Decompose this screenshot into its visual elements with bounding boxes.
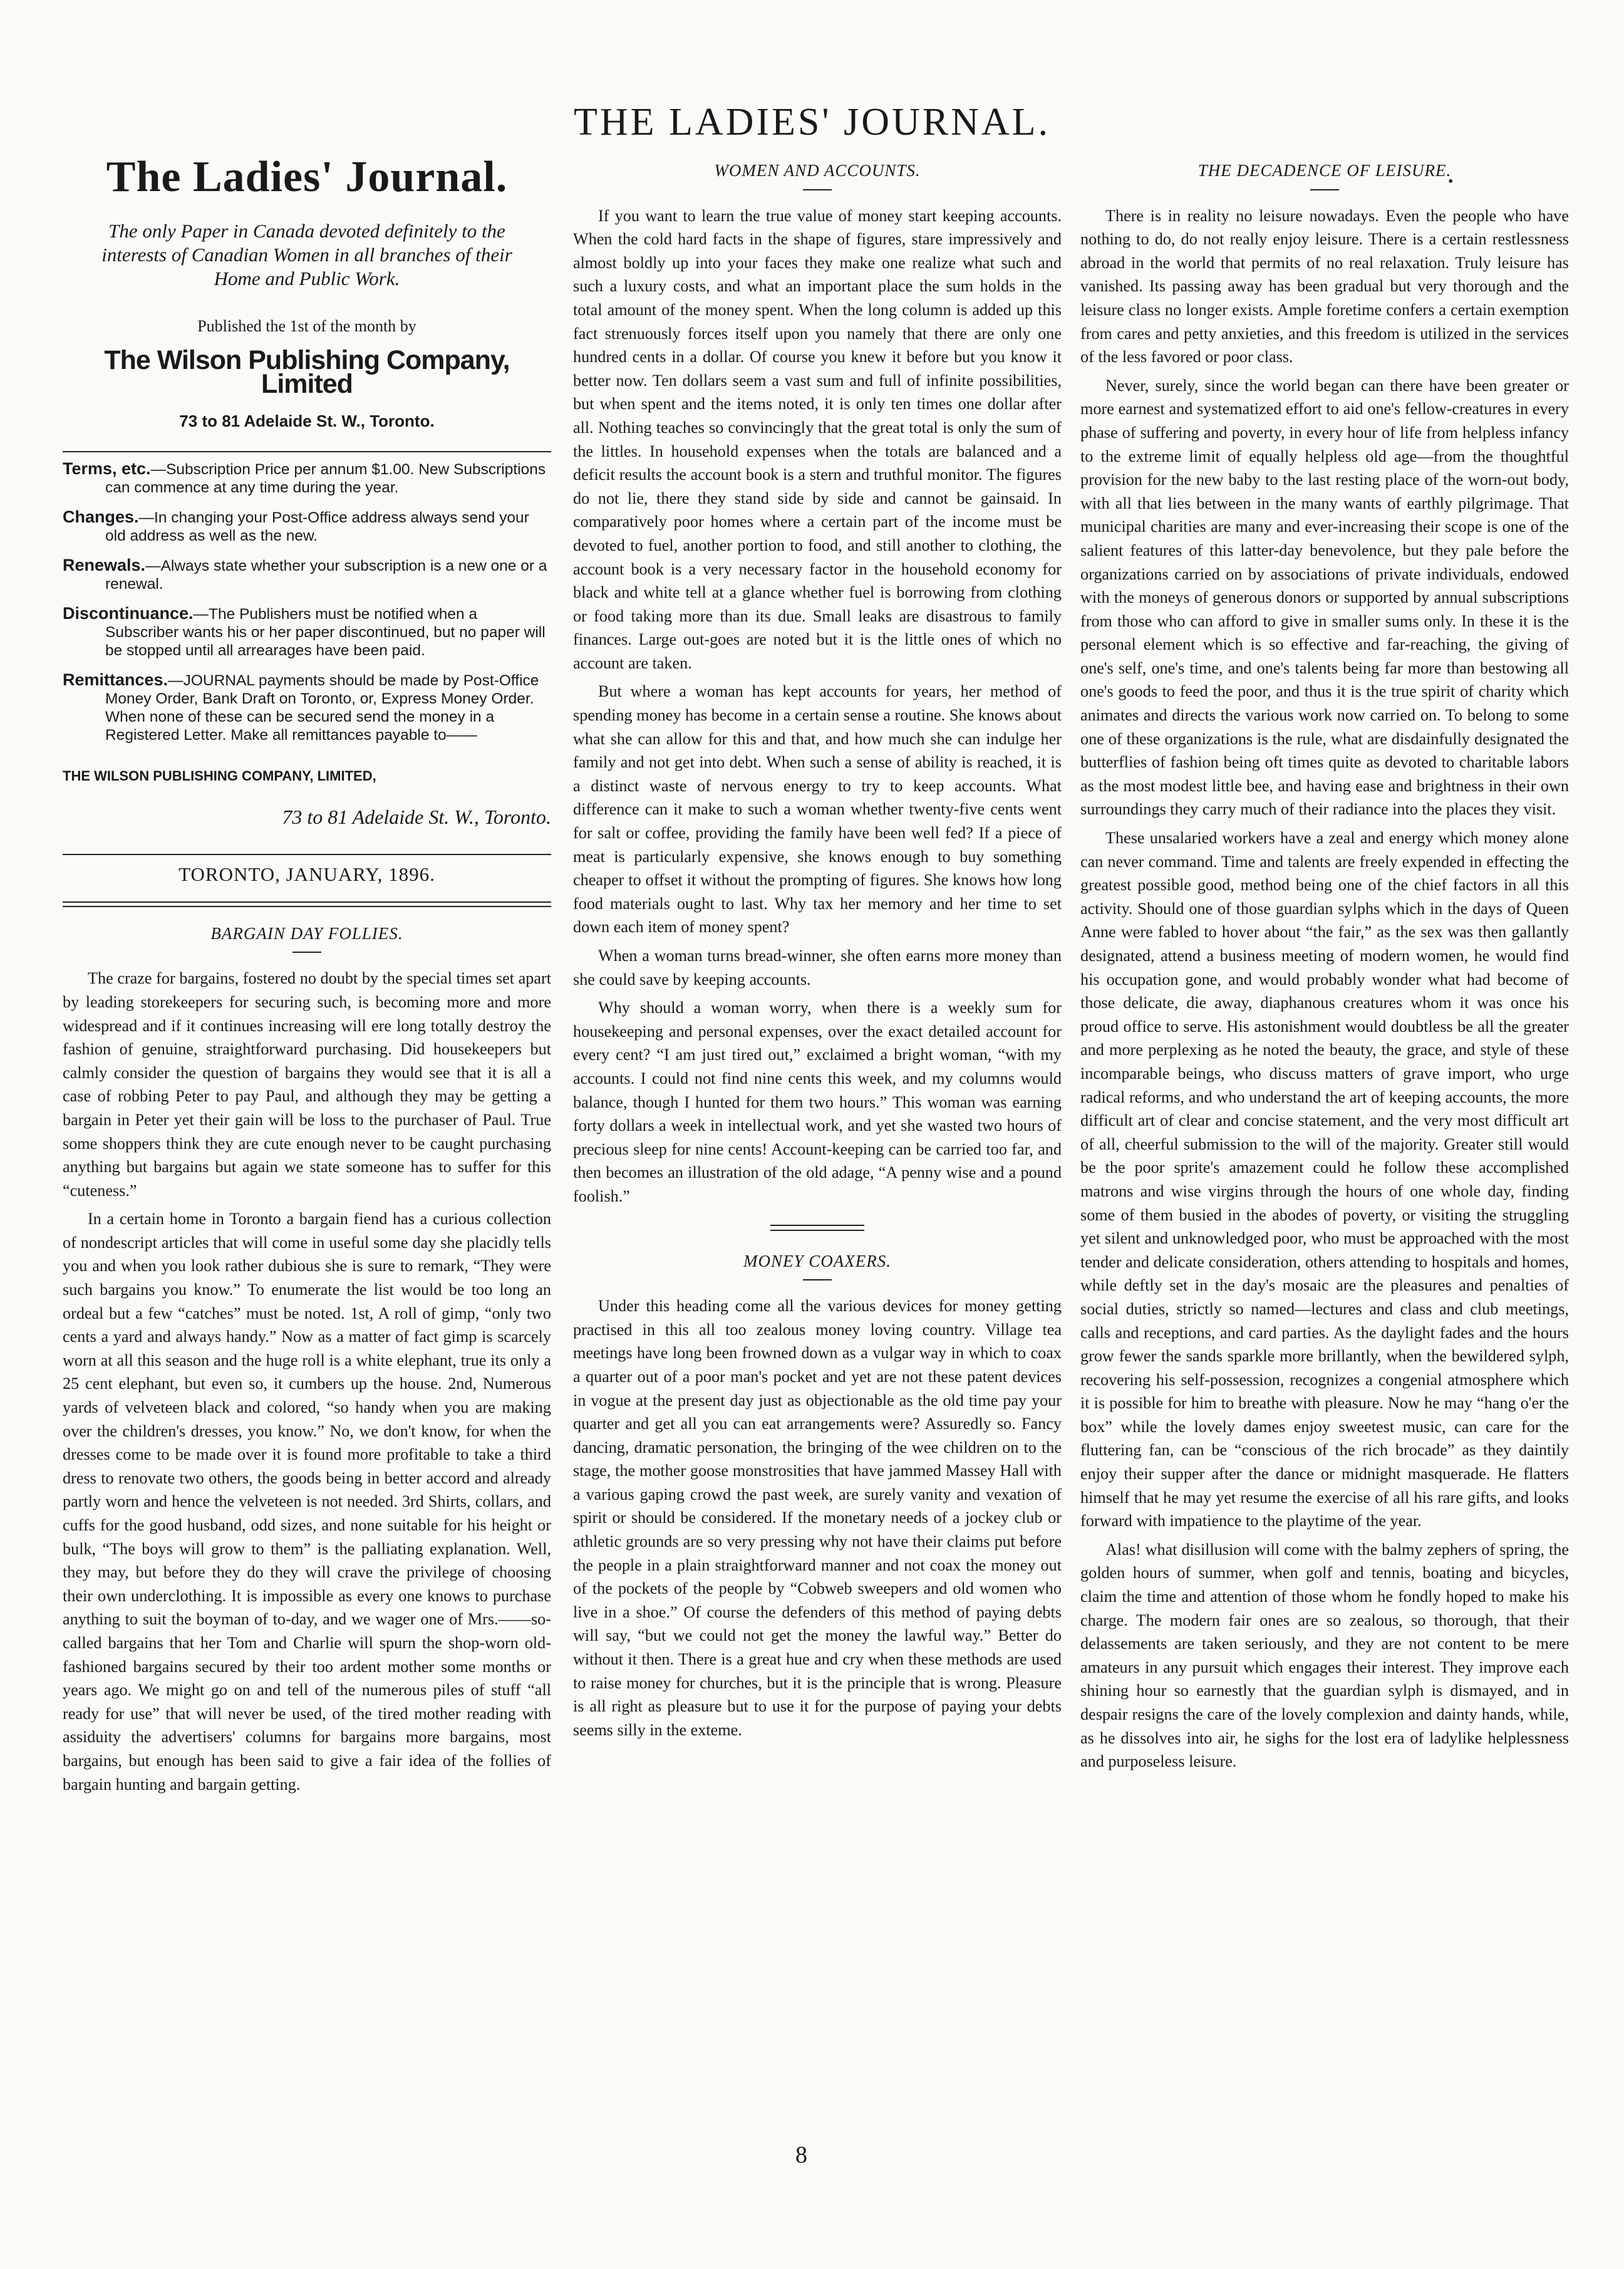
article-title-accounts: WOMEN AND ACCOUNTS. [714,161,921,180]
address-italic: 73 to 81 Adelaide St. W., Toronto. [282,805,551,828]
paragraph: When a woman turns bread-winner, she often earns more money than she could save by keeping accounts. [573,947,1062,989]
running-head: THE LADIES' JOURNAL. [573,101,1051,143]
masthead-tagline: The only Paper in Canada devoted definitely to the interests of Canadian Women in all branches of their Home and Public Work. [101,219,512,289]
notice-terms: Terms, etc.—Subscription Price per annum $1.00. New Subscriptions can commence at any time during the year. [63,459,546,496]
paragraph: Why should a woman worry, when there is a weekly sum for housekeeping and personal expenses, over the exact detailed account for every cent? “I am just tired out,” exclaimed a bright woman, “with my accounts. I could not find nine cents this week, and my columns would balance, though I hunted for them two hours.” This woman was earning forty dollars a week in intellectual work, and yet she wasted two hours of precious sleep for nine cents! Account-keeping can be carried too far, and then becomes an illustration of the old adage, “A penny wise and a pound foolish.” [573,999,1062,1205]
column-left [63,153,551,1801]
paragraph: Under this heading come all the various devices for money getting practised in this all too zealous money loving country. Village tea meetings have long been frowned down as a vulgar way in which to coax a quarter out of a poor man's pocket and yet are not these patent devices in vogue at the present day just as objectionable as the old time pay your quarter and get all you can eat arrangements were? Assuredly so. Fancy dancing, dramatic personation, the bringing of the wee children on to the stage, the mother goose monstrosities that have jammed Massey Hall with a various gaping crowd the past week, are surely vanity and vexation of spirit or should be considered. If the monetary needs of a jockey club or athletic grounds are so very pressing why not have their claims put before the people in a plain straightforward manner and not coax the money out of the pockets of the people by “Cobweb sweepers and old women who live in a shoe.” Of course the defenders of this method of paying debts will say, “but we could not get the money the lawful way.” Better do without it then. There is a great hue and cry when these methods are used to raise money for churches, but it is the principle that is wrong. Pleasure is all right as pleasure but to use it for the purpose of paying your debts seems silly in the exteme. [573,1297,1062,1739]
title-dash [1310,189,1339,190]
article-title-bargain: BARGAIN DAY FOLLIES. [210,923,403,943]
notice-remittances: Remittances.—JOURNAL payments should be made by Post-Office Money Order, Bank Draft on Toronto, or, Express Money Order. When none of these can be secured send the money in a Registered Letter. Make all remittances payable to—— [63,670,539,744]
notice-changes: Changes.—In changing your Post-Office address always send your old address as well as the new. [63,507,529,544]
publisher-name: The Wilson Publishing Company, Limited [104,345,510,399]
ornament-dot: • [1448,174,1454,190]
double-rule [63,901,551,907]
page-number: 8 [795,2142,807,2168]
paragraph: If you want to learn the true value of money start keeping accounts. When the cold hard facts in the shape of figures, stare impressively and almost boldly up into your faces they make one realize what such and such a luxury costs, and what an important place the sum holds in the total amount of the money spent. When the long column is added up this fact strenuously forces itself upon you namely that there are only one hundred cents in a dollar. Of course you knew it before but you know it better now. Ten dollars seem a vast sum and full of infinite possibilities, but when spent and the items noted, it is only ten times one dollar after all. Nothing teaches so convincingly that the great total is only the sum of the littles. In household expenses when the totals are balanced and a deficit results the account book is a stern and truthful monitor. The figures do not lie, there they stand side by side and cannot be gainsaid. In comparatively poor homes where a certain part of the income must be devoted to fuel, another portion to food, and still another to clothing, the account book is a very necessary factor in the household economy for black and white tell at a glance whether fuel is borrowing from clothing or food taking more than its due. Small leaks are disastrous to family finances. Large out-goes are noted but it is the little ones of which no account are taken. [573,206,1062,672]
divider [63,451,551,452]
column-middle [573,157,1062,1747]
section-divider [770,1225,864,1231]
paragraph: There is in reality no leisure nowadays. Even the people who have nothing to do, do not really enjoy leisure. There is a certain restlessness abroad in the world that permits of no real relaxation. Truly leisure has vanished. Its passing away has been gradual but very thorough and the leisure class no longer exists. Ample foretime confers a certain exemption from cares and petty anxieties, and this freedom is utilized in the services of the less favored or poor class. [1080,206,1569,366]
title-dash [803,189,832,190]
paragraph: Alas! what disillusion will come with the balmy zephers of spring, the golden hours of summer, when golf and tennis, boating and bicycles, claim the time and attention of those whom he fondly hoped to make his charge. The modern fair ones are so zealous, so thorough, that their delassements are taken seriously, and they are not content to be mere amateurs in any pursuit which engages their interest. They improve each shining hour so earnestly that the guardian sylph is dismayed, and in despair resigns the care of the lovely complexion and dainty hands, while, as he dissolves into air, he sighs for the lost era of ladylike helplessness and purposeless leisure. [1080,1540,1569,1771]
column-right [1080,157,1569,1778]
paragraph: The craze for bargains, fostered no doubt by the special times set apart by leading storekeepers for securing such, is becoming more and more widespread and if it continues increasing will ere long totally destroy the fashion of genuine, straightforward purchasing. Did housekeepers but calmly consider the question of bargains they would see that it is all a case of robbing Peter to pay Paul, and although they may be getting a bargain in Peter yet their gain will be loss to the purchaser of Paul. True some shoppers think they are cute enough never to be caught purchasing anything but bargains but again we state someone has to suffer for this “cuteness.” [63,969,551,1200]
notice-renewals: Renewals.—Always state whether your subscription is a new one or a renewal. [63,555,547,593]
title-dash [803,1279,832,1280]
article-title-leisure: THE DECADENCE OF LEISURE. [1197,161,1452,180]
notice-discontinuance: Discontinuance.—The Publishers must be notified when a Subscriber wants his or her paper discontinued, but no paper will be stopped until all arrearages have been paid. [63,603,546,659]
publisher-address: 73 to 81 Adelaide St. W., Toronto. [179,412,435,431]
dateline: TORONTO, JANUARY, 1896. [178,863,435,886]
published-line: Published the 1st of the month by [197,316,416,335]
paragraph: In a certain home in Toronto a bargain fiend has a curious collection of nondescript articles that will come in useful some day she placidly tells you and when you look rather dubious she is sure to remark, “They were such bargains you know.” To enumerate the list would be too long an ordeal but a few “catches” must be noted. 1st, A roll of gimp, “only two cents a yard and always handy.” Now as a matter of fact gimp is scarcely worn at all this season and the huge roll is a white elephant, true its only a 25 cent elephant, but even so, it cumbers up the house. 2nd, Numerous yards of velveteen black and colored, “so handy when you are making over the children's dresses, you know.” No, we don't know, for when the dresses come to be made over it is found more profitable to take a third dress to renovate two others, the goods being in better accord and already partly worn and hence the velveteen is not needed. 3rd Shirts, collars, and cuffs for the good husband, odd sizes, and none suitable for his height or bulk, “The boys will grow to them” is the palliating explanation. Well, they may, but before they do they will crave the privilege of choosing their own underclothing. It is impossible as every one knows to purchase anything to suit the boyman of to-day, and we wager one of Mrs.——so-called bargains that her Tom and Charlie will spurn the shop-worn old-fashioned bargains secured by their too ardent mother some months or years ago. We might go on and tell of the numerous piles of stuff “all ready for use” that will never be used, of the tired mother reading with assiduity the advertisers' columns for bargains more bargains, most bargains, but enough has been said to give a fair idea of the follies of bargain hunting and bargain getting. [63,1210,551,1794]
divider [63,854,551,855]
paragraph: These unsalaried workers have a zeal and energy which money alone can never command. Time and talents are freely expended in effecting the greatest possible good, method being one of the chief factors in all this activity. Should one of those guardian sylphs which in the days of Queen Anne were fabled to hover about “the fair,” as the sex was then gallantly designated, attend a business meeting of modern women, he would find his occupation gone, and would probably wonder what had become of those delicate, die away, diaphanous creatures whom it was once his proud office to serve. His astonishment would doubtless be all the greater and more perplexing as he noted the beauty, the grace, and style of these incomparable beings, who discuss matters of grave import, who urge radical reforms, and who understand the art of keeping accounts, the more difficult art of clear and concise statement, and the very most difficult art of all, cheerful submission to the will of the majority. Greater still would be the poor sprite's amazement could he follow these accomplished matrons and wise virgins through the hours of one whole day, finding some of them busied in the abodes of poverty, or visiting the struggling yet silent and unknowledged poor, who must be approached with the most tender and delicate consideration, others attending to hospitals and homes, while deftly set in the day's mosaic are the pleasures and penalties of social duties, strictly so named—lectures and class and club meetings, calls and receptions, and card parties. As the daylight fades and the hours grow fewer the sands sparkle more brillantly, when the bewildered sylph, recovering his self-possession, recognizes a congenial atmosphere which it is possible for him to breathe with pleasure. Now he may “hang o'er the box” while the lovely dames enjoy sweetest music, can care for the fluttering fan, can be “conscious of the rich brocade” as they daintily enjoy their supper after the dance or midnight masquerade. He flatters himself that he may yet resume the exercise of all his rare gifts, and looks forward with impatience to the playtime of the year. [1080,829,1569,1530]
masthead-title: The Ladies' Journal. [106,153,508,201]
company-caps: THE WILSON PUBLISHING COMPANY, LIMITED, [63,767,376,784]
title-dash [292,952,321,953]
paragraph: But where a woman has kept accounts for years, her method of spending money has become in a certain sense a routine. She knows about what she can allow for this and that, and how much she can indulge her family and not get into debt. When such a sense of ability is reached, it is a distinct waste of nervous energy to try to keep accounts. What difference can it make to such a woman whether twenty-five cents went for salt or coffee, providing the family have been well fed? If a piece of meat is particularly expensive, she knows enough to buy something cheaper to offset it without the prompting of figures. She knows how long food materials ought to last. Why tax her memory and her time to set down each item of money spent? [573,682,1062,937]
article-title-coaxers: MONEY COAXERS. [743,1251,891,1270]
paragraph: Never, surely, since the world began can there have been greater or more earnest and systematized effort to aid one's fellow-creatures in every phase of suffering and poverty, in every hour of life from helpless infancy to the extreme limit of equally helpless old age—from the thoughtful provision for the new baby to the last resting place of the worn-out body, with all that lies between in the many wants of earthly pilgrimage. That municipal charities are many and ever-increasing their scope is one of the salient features of this latter-day benevolence, but they pale before the organizations carried on by associations of private individuals, endowed with the moneys of generous donors or supported by annual subscriptions from those who can afford to give in smaller sums only. In these it is the personal element which is so effective and far-reaching, the giving of one's self, one's time, and one's talents being far more than bestowing all one's goods to feed the poor, and thus it is the true spirit of charity which animates and directs the various work now carried on. To belong to some one of these organizations is the rule, what are disdainfully designated the butterflies of fashion being oft times quite as devoted to charitable labors as the most modest little bee, and having ease and brightness in their own surroundings they carry much of their radiance into the places they visit. [1080,376,1569,819]
